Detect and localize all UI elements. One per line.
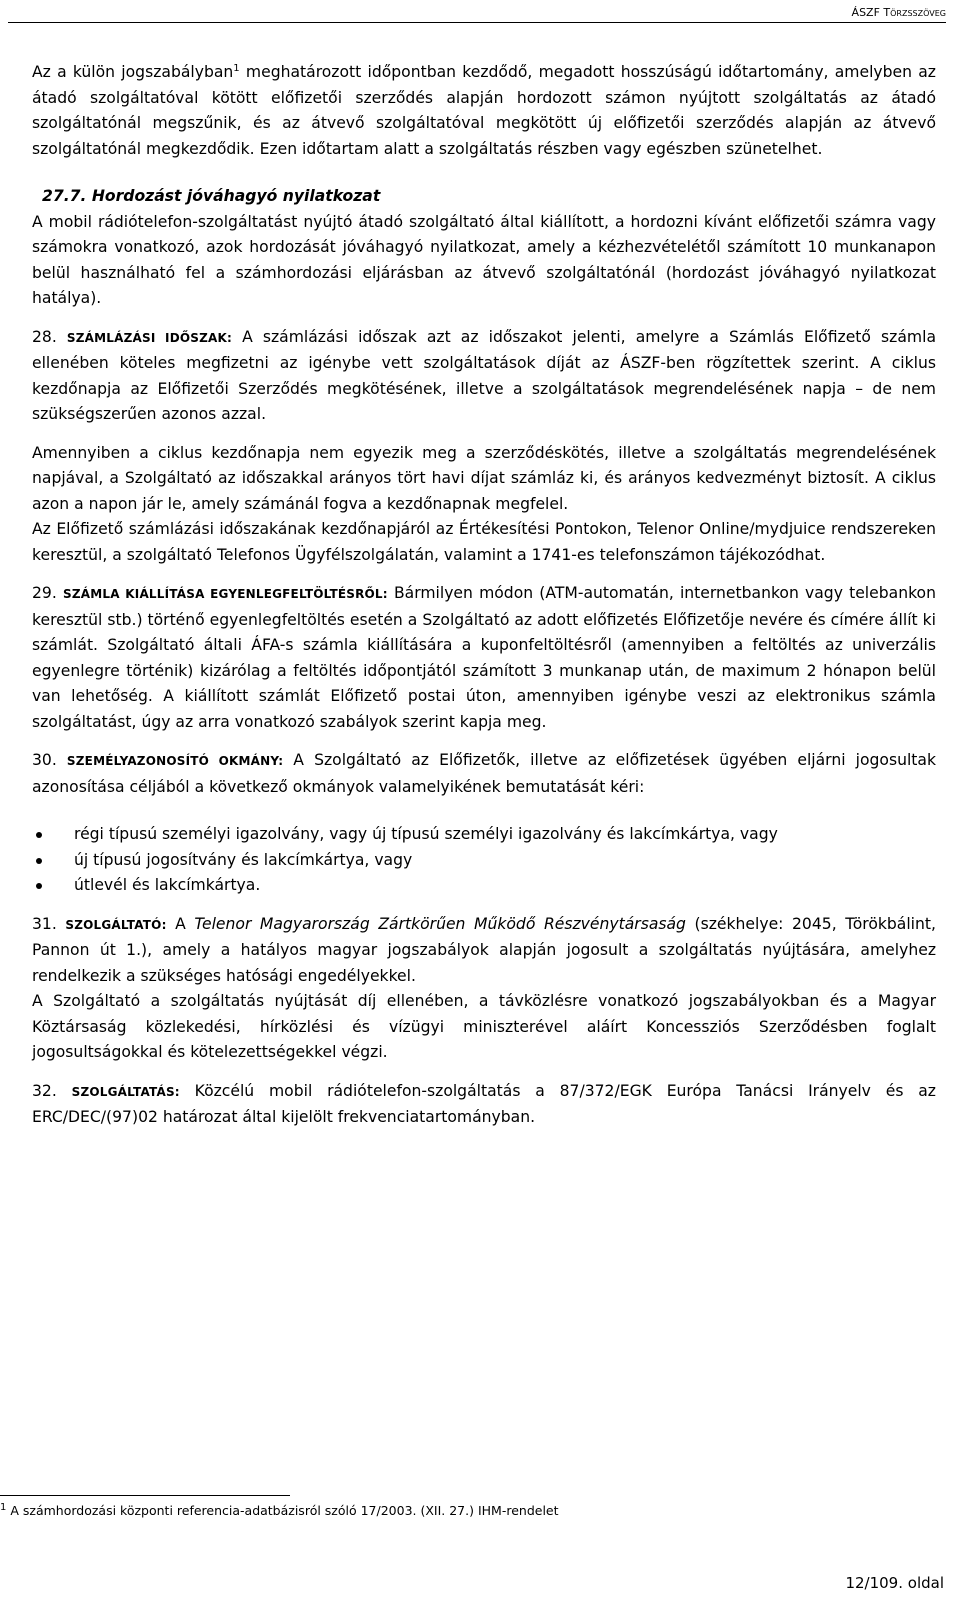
- section-28-paragraph-3: Az Előfizető számlázási időszakának kezdőnapjáról az Értékesítési Pontokon, Telenor Online/mydjuice rendszereken keresztül, a szolgáltató Telefonos Ügyfélszolgálatán, valamint a 1741-es telefonszámon tájékozódhat.: [32, 520, 936, 564]
- section-31: 31. SZOLGÁLTATÓ: A Telenor Magyarország Zártkörűen Működő Részvénytársaság (székhelye: 2045, Törökbálint, Pannon út 1.), amely a hatályos magyar jogszabályok alapján jogosult a szolgáltatás nyújtására, amelyhez rendelkezik a szükséges hatósági engedélyekkel.: [32, 914, 936, 985]
- section-30-term: SZEMÉLYAZONOSÍTÓ OKMÁNY:: [66, 754, 284, 768]
- section-32-term: SZOLGÁLTATÁS:: [71, 1084, 180, 1099]
- section-28-paragraph-2: Amennyiben a ciklus kezdőnapja nem egyezik meg a szerződéskötés, illetve a szolgáltatás megrendelésének napjával, a Szolgáltató az időszakkal arányos tört havi díjat számláz ki, és arányos kedvezményt biztosít. A ciklus azon a napon jár le, amely számánál fogva a kezdőnapnak megfelel.: [32, 443, 936, 513]
- document-list: [32, 822, 936, 899]
- footnote: $^1$ A számhordozási központi referencia-adatbázisról szóló 17/2003. (XII. 27.) IHM-rendelet: [0, 1501, 559, 1518]
- list-item: új típusú jogosítvány és lakcímkártya, vagy: [32, 848, 936, 874]
- bullet-icon: [36, 832, 42, 838]
- list-item: régi típusú személyi igazolvány, vagy új típusú személyi igazolvány és lakcímkártya, vagy: [32, 822, 936, 848]
- section-31-paragraph-2: A Szolgáltató a szolgáltatás nyújtását díj ellenében, a távközlésre vonatkozó jogszabályokban és a Magyar Köztársaság közlekedési, hírközlési és vízügyi miniszterével aláírt Koncessziós Szerződésben foglalt jogosultságokkal és kötelezettségekkel végzi.: [32, 992, 936, 1061]
- company-name: Telenor Magyarország Zártkörűen Működő Részvénytársaság: [194, 914, 686, 933]
- section-32: 32. SZOLGÁLTATÁS: Közcélú mobil rádiótelefon-szolgáltatás a 87/372/EGK Európa Tanácsi Irányelv és az ERC/DEC/(97)02 határozat által kijelölt frekvenciatartományban.: [32, 1081, 936, 1126]
- footnote-divider: [0, 1495, 290, 1496]
- section-30: 30. SZEMÉLYAZONOSÍTÓ OKMÁNY: A Szolgáltató az Előfizetők, illetve az előfizetések ügyében eljárni jogosultak azonosítása céljából a következő okmányok valamelyikének bemutatását kéri:: [32, 751, 936, 796]
- list-item: útlevél és lakcímkártya.: [32, 873, 936, 899]
- section-28: 28. SZÁMLÁZÁSI IDŐSZAK: A számlázási időszak azt az időszakot jelenti, amelyre a Számlás Előfizető számla ellenében köteles megfizetni az igénybe vett szolgáltatások díját az ÁSZF-ben rögzítettek szerint. A ciklus kezdőnapja az Előfizetői Szerződés megkötésének, illetve a szolgáltatások megrendelésének napja – de nem szükségszerűen azonos azzal.: [32, 327, 937, 423]
- section-27-7: [32, 184, 936, 312]
- section-31-term: SZOLGÁLTATÓ:: [65, 917, 167, 932]
- section-29-term: SZÁMLA KIÁLLÍTÁSA EGYENLEGFELTÖLTÉSRŐL:: [62, 587, 388, 601]
- intro-paragraph: Az a külön jogszabályban$^1$ meghatározott időpontban kezdődő, megadott hosszúságú időtartomány, amelyben az átadó szolgáltatóval kötött előfizetői szerződés alapján hordozott számon nyújtott szolgáltatás az átadó szolgáltatónál megszűnik, és az átvevő szolgáltatóval megkötött új előfizetői szerződés alapján az átvevő szolgáltatónál megkezdődik. Ezen időtartam alatt a szolgáltatás részben vagy egészben szünetelhet.: [32, 62, 936, 158]
- page-number: 12/109. oldal: [845, 1574, 944, 1592]
- section-27-7-body: A mobil rádiótelefon-szolgáltatást nyújtó átadó szolgáltató által kiállított, a hordozni kívánt előfizetői számra vagy számokra vonatkozó, azok hordozását jóváhagyó nyilatkozat, amely a kézhezvételétől számított 10 munkanapon belül használható fel a számhordozási eljárásban az átvevő szolgáltatónál (hordozást jóváhagyó nyilatkozat hatálya).: [32, 212, 936, 307]
- section-28-term: SZÁMLÁZÁSI IDŐSZAK:: [66, 330, 232, 345]
- bullet-icon: [36, 883, 42, 889]
- document-body: [32, 60, 936, 1131]
- section-27-7-heading: 27.7. Hordozást jóváhagyó nyilatkozat: [42, 187, 381, 205]
- footnote-ref[interactable]: 1: [233, 62, 240, 74]
- page-header: [8, 4, 946, 23]
- section-29: 29. SZÁMLA KIÁLLÍTÁSA EGYENLEGFELTÖLTÉSRŐL: Bármilyen módon (ATM-automatán, internetbankon vagy telebankon keresztül stb.) történő egyenlegfeltöltés esetén a Szolgáltató az adott előfizetés Előfizetője nevére és címére állít ki számlát. Szolgáltató általi ÁFA-s számla kiállítására a kuponfeltöltésről (amennyiben a feltöltés az univerzális egyenlegre történik) kizárólag a feltöltés időpontjától számított 3 munkanap után, de maximum 2 hónapon belül van lehetőség. A kiállított számlát Előfizető postai úton, amennyiben igénybe veszi az elektronikus számla szolgáltatást, úgy az arra vonatkozó szabályok szerint kapja meg.: [32, 584, 936, 731]
- header-title: ÁSZF Törzsszöveg: [851, 6, 946, 19]
- bullet-icon: [36, 858, 42, 864]
